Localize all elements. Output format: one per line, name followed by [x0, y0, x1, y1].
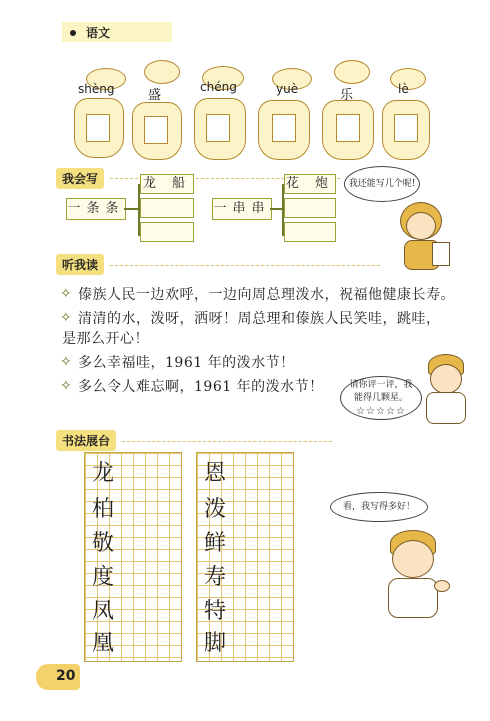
- calligraphy-char: 鲜: [204, 531, 227, 556]
- girl-cartoon: [392, 202, 452, 272]
- calligraphy-char: 凤: [92, 599, 115, 624]
- reading-line-5: 多么令人难忘啊，1961 年的泼水节！: [78, 379, 324, 395]
- hanzi-label: 盛: [148, 88, 162, 103]
- reading-line-2: 清清的水，泼呀，洒呀！周总理和傣族人民笑哇，跳哇，: [78, 311, 441, 327]
- section-label-listen: 听我读: [56, 254, 104, 275]
- reading-line-4: 多么幸福哇，1961 年的泼水节！: [78, 355, 295, 371]
- section-divider: [122, 441, 332, 443]
- hanzi-label: 乐: [340, 88, 354, 103]
- write-box-3[interactable]: [206, 114, 230, 142]
- bullet-icon: [70, 30, 76, 36]
- section-label-calligraphy: 书法展台: [56, 430, 116, 451]
- calligraphy-char: 度: [92, 565, 115, 590]
- boy-cartoon: [376, 530, 456, 622]
- star-bullet-icon: ✧: [60, 378, 72, 394]
- pinyin-label: yuè: [276, 82, 299, 96]
- calligraphy-char: 寿: [204, 565, 227, 590]
- answer-box-right-2[interactable]: [284, 198, 336, 218]
- header-band: [62, 22, 172, 42]
- page-number: 20: [56, 668, 76, 684]
- boy-cartoon: [420, 354, 476, 424]
- star-bullet-icon: ✧: [60, 354, 72, 370]
- calligraphy-char: 凰: [92, 631, 115, 656]
- ladle-icon: [334, 60, 370, 84]
- pinyin-label: lè: [398, 82, 409, 96]
- subject-title: 语文: [86, 26, 111, 40]
- calligraphy-char: 脚: [204, 631, 227, 656]
- calligraphy-char: 柏: [92, 497, 115, 522]
- section-label-write: 我会写: [56, 168, 104, 189]
- star-bullet-icon: ✧: [60, 286, 72, 302]
- reading-line-1: 傣族人民一边欢呼，一边向周总理泼水，祝福他健康长寿。: [78, 287, 455, 303]
- speech-bubble: [340, 376, 422, 420]
- write-box-5[interactable]: [336, 114, 360, 142]
- calligraphy-char: 敬: [92, 531, 115, 556]
- write-box-4[interactable]: [272, 114, 296, 142]
- pinyin-label: shèng: [78, 82, 115, 96]
- calligraphy-char: 特: [204, 599, 227, 624]
- answer-box-left-2[interactable]: [140, 198, 194, 218]
- section-divider: [110, 265, 380, 267]
- speech-bubble: 看，我写得多好！: [330, 492, 428, 522]
- bubble-text: 请你评一评，我能得几颗星。: [349, 379, 413, 403]
- target-box-right-1: 花 炮: [284, 174, 336, 194]
- calligraphy-char: 恩: [204, 461, 227, 486]
- star-bullet-icon: ✧: [60, 310, 72, 326]
- rating-stars[interactable]: ☆☆☆☆☆: [356, 405, 406, 417]
- answer-box-left-3[interactable]: [140, 222, 194, 242]
- speech-bubble: 我还能写几个呢!: [344, 166, 420, 202]
- write-box-6[interactable]: [394, 114, 418, 142]
- answer-box-right-3[interactable]: [284, 222, 336, 242]
- reading-line-3: 是那么开心！: [62, 331, 149, 347]
- target-box-left-1: 龙 船: [140, 174, 194, 194]
- source-box-left: 一条条: [66, 198, 126, 220]
- connector-line: [270, 208, 282, 210]
- write-box-1[interactable]: [86, 114, 110, 142]
- source-box-right: 一串串: [212, 198, 272, 220]
- pinyin-label: chéng: [200, 80, 237, 94]
- calligraphy-char: 泼: [204, 497, 227, 522]
- calligraphy-char: 龙: [92, 461, 115, 486]
- connector-line: [124, 208, 138, 210]
- pinyin-jar-row: [62, 58, 422, 168]
- write-box-2[interactable]: [144, 116, 168, 144]
- ladle-icon: [144, 60, 180, 84]
